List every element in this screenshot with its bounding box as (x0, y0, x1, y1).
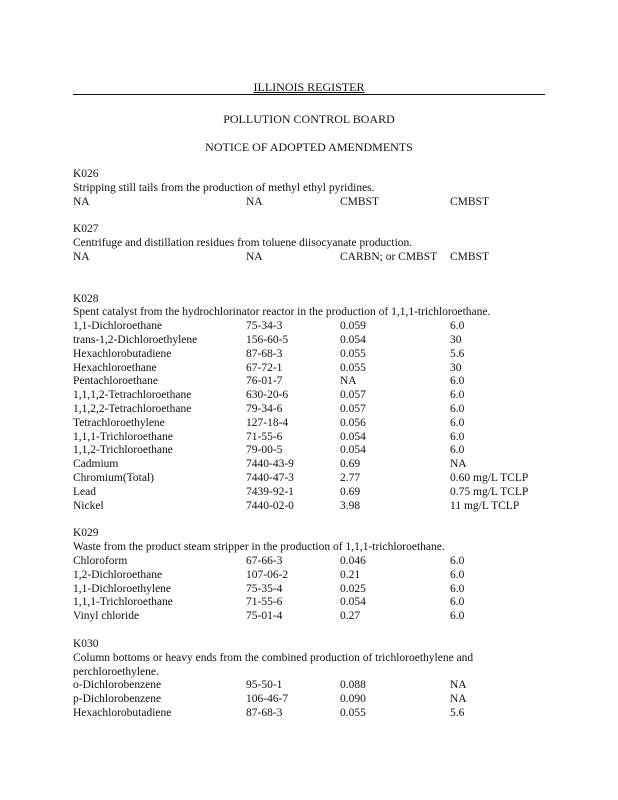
table-row (73, 403, 551, 417)
table-row (73, 693, 551, 707)
table-row (73, 596, 551, 610)
table-row (73, 362, 551, 376)
constituent-name: Hexachlorobutadiene (73, 347, 172, 360)
wastewater-standard: 0.27 (340, 610, 361, 623)
constituent-name: 1,1,2-Trichloroethane (73, 444, 173, 457)
constituent-name: NA (73, 250, 90, 263)
constituent-name: 1,1,2,2-Tetrachloroethane (73, 402, 192, 415)
notice-title: NOTICE OF ADOPTED AMENDMENTS (205, 140, 413, 154)
board-title: POLLUTION CONTROL BOARD (223, 112, 395, 126)
wastewater-standard: 2.77 (340, 471, 361, 484)
constituent-name: NA (73, 195, 90, 208)
constituent-name: Hexachlorobutadiene (73, 706, 172, 719)
waste-section (73, 223, 551, 278)
table-row (73, 431, 551, 445)
table-row (73, 251, 551, 279)
cas-number: NA (246, 195, 263, 208)
wastewater-standard: 0.056 (340, 416, 366, 429)
waste-section (73, 168, 551, 209)
wastewater-standard: CARBN; or CMBST (340, 250, 438, 263)
constituent-name: Nickel (73, 499, 104, 512)
nonwastewater-standard: CMBST (450, 195, 489, 208)
table-row (73, 417, 551, 431)
nonwastewater-standard: 6.0 (450, 596, 465, 609)
nonwastewater-standard: 30 (450, 333, 462, 346)
nonwastewater-standard: 11 mg/L TCLP (450, 499, 520, 512)
cas-number: 75-34-3 (246, 320, 283, 333)
waste-description: Column bottoms or heavy ends from the combined production of trichloroethylene and perchloroethylene. (73, 651, 474, 678)
nonwastewater-standard: 6.0 (450, 375, 465, 388)
wastewater-standard: 0.057 (340, 389, 366, 402)
constituent-name: 1,1-Dichloroethylene (73, 582, 172, 595)
table-row (73, 472, 551, 486)
constituent-name: 1,1,1-Trichloroethane (73, 596, 173, 609)
cas-number: 79-00-5 (246, 444, 283, 457)
constituent-name: Lead (73, 485, 96, 498)
nonwastewater-standard: 6.0 (450, 444, 465, 457)
constituent-name: Pentachloroethane (73, 375, 158, 388)
cas-number: 75-01-4 (246, 610, 283, 623)
nonwastewater-standard: 5.6 (450, 706, 465, 719)
cas-number: 107-06-2 (246, 568, 289, 581)
nonwastewater-standard: 6.0 (450, 610, 465, 623)
table-row (73, 348, 551, 362)
table-row (73, 389, 551, 403)
wastewater-standard: 0.059 (340, 320, 366, 333)
waste-section (73, 638, 551, 721)
waste-code: K027 (73, 223, 99, 236)
wastewater-standard: 0.090 (340, 693, 366, 706)
nonwastewater-standard: NA (450, 458, 467, 471)
table-row (73, 320, 551, 334)
nonwastewater-standard: 6.0 (450, 402, 465, 415)
cas-number: 67-72-1 (246, 361, 283, 374)
nonwastewater-standard: 6.0 (450, 320, 465, 333)
cas-number: 156-60-5 (246, 333, 289, 346)
constituent-name: 1,2-Dichloroethane (73, 568, 163, 581)
constituent-name: o-Dichlorobenzene (73, 679, 162, 692)
nonwastewater-standard: 6.0 (450, 568, 465, 581)
table-row (73, 500, 551, 514)
waste-description: Stripping still tails from the production of methyl ethyl pyridines. (73, 181, 375, 194)
cas-number: NA (246, 250, 263, 263)
table-row (73, 458, 551, 472)
table-row (73, 707, 551, 721)
waste-section (73, 293, 551, 514)
nonwastewater-standard: 6.0 (450, 416, 465, 429)
cas-number: 71-55-6 (246, 430, 283, 443)
table-row (73, 583, 551, 597)
cas-number: 87-68-3 (246, 706, 283, 719)
wastewater-standard: 0.054 (340, 596, 366, 609)
cas-number: 7440-43-9 (246, 458, 294, 471)
table-row (73, 679, 551, 693)
table-row (73, 569, 551, 583)
cas-number: 95-50-1 (246, 679, 283, 692)
constituent-name: Vinyl chloride (73, 610, 140, 623)
table-row (73, 334, 551, 348)
table-row (73, 555, 551, 569)
wastewater-standard: 0.054 (340, 333, 366, 346)
table-row (73, 610, 551, 624)
cas-number: 630-20-6 (246, 389, 289, 402)
nonwastewater-standard: 6.0 (450, 554, 465, 567)
cas-number: 67-66-3 (246, 554, 283, 567)
wastewater-standard: 0.055 (340, 706, 366, 719)
wastewater-standard: NA (340, 375, 357, 388)
nonwastewater-standard: NA (450, 693, 467, 706)
nonwastewater-standard: 0.75 mg/L TCLP (450, 485, 529, 498)
wastewater-standard: 0.69 (340, 458, 361, 471)
constituent-name: Hexachloroethane (73, 361, 157, 374)
constituent-name: p-Dichlorobenzene (73, 693, 162, 706)
wastewater-standard: 0.054 (340, 430, 366, 443)
nonwastewater-standard: CMBST (450, 250, 489, 263)
cas-number: 71-55-6 (246, 596, 283, 609)
wastewater-standard: 0.054 (340, 444, 366, 457)
constituent-name: 1,1,1-Trichloroethane (73, 430, 173, 443)
wastewater-standard: 0.055 (340, 347, 366, 360)
waste-code: K029 (73, 527, 99, 540)
table-row (73, 444, 551, 458)
table-row (73, 486, 551, 500)
constituent-name: Cadmium (73, 458, 119, 471)
waste-code: K026 (73, 168, 99, 180)
register-title (0, 80, 618, 94)
nonwastewater-standard: NA (450, 679, 467, 692)
nonwastewater-standard: 5.6 (450, 347, 465, 360)
constituent-name: 1,1,1,2-Tetrachloroethane (73, 389, 192, 402)
constituent-name: 1,1-Dichloroethane (73, 320, 163, 333)
table-row (73, 375, 551, 389)
wastewater-standard: 0.057 (340, 402, 366, 415)
header-rule (73, 94, 545, 95)
waste-section (73, 527, 551, 624)
waste-code-table (73, 168, 551, 735)
waste-description: Waste from the product steam stripper in the production of 1,1,1-trichloroethane. (73, 541, 445, 554)
waste-description: Centrifuge and distillation residues from toluene diisocyanate production. (73, 237, 413, 250)
cas-number: 106-46-7 (246, 693, 289, 706)
constituent-name: Chloroform (73, 554, 128, 567)
cas-number: 79-34-6 (246, 402, 283, 415)
cas-number: 87-68-3 (246, 347, 283, 360)
table-row (73, 196, 551, 210)
constituent-name: Tetrachloroethylene (73, 416, 165, 429)
wastewater-standard: 0.025 (340, 582, 366, 595)
waste-code: K030 (73, 637, 99, 650)
cas-number: 75-35-4 (246, 582, 283, 595)
wastewater-standard: 0.046 (340, 554, 366, 567)
wastewater-standard: 0.055 (340, 361, 366, 374)
wastewater-standard: CMBST (340, 195, 379, 208)
cas-number: 127-18-4 (246, 416, 289, 429)
wastewater-standard: 0.21 (340, 568, 361, 581)
nonwastewater-standard: 30 (450, 361, 462, 374)
nonwastewater-standard: 6.0 (450, 582, 465, 595)
waste-code: K028 (73, 292, 99, 305)
cas-number: 7440-02-0 (246, 499, 294, 512)
waste-description: Spent catalyst from the hydrochlorinator reactor in the production of 1,1,1-trichloroethane. (73, 306, 491, 319)
constituent-name: Chromium(Total) (73, 471, 154, 484)
nonwastewater-standard: 6.0 (450, 389, 465, 402)
cas-number: 7440-47-3 (246, 471, 294, 484)
wastewater-standard: 0.088 (340, 679, 366, 692)
register-title-text: ILLINOIS REGISTER (253, 80, 365, 94)
cas-number: 7439-92-1 (246, 485, 294, 498)
wastewater-standard: 3.98 (340, 499, 361, 512)
nonwastewater-standard: 0.60 mg/L TCLP (450, 471, 529, 484)
constituent-name: trans-1,2-Dichloroethylene (73, 333, 198, 346)
nonwastewater-standard: 6.0 (450, 430, 465, 443)
cas-number: 76-01-7 (246, 375, 283, 388)
wastewater-standard: 0.69 (340, 485, 361, 498)
